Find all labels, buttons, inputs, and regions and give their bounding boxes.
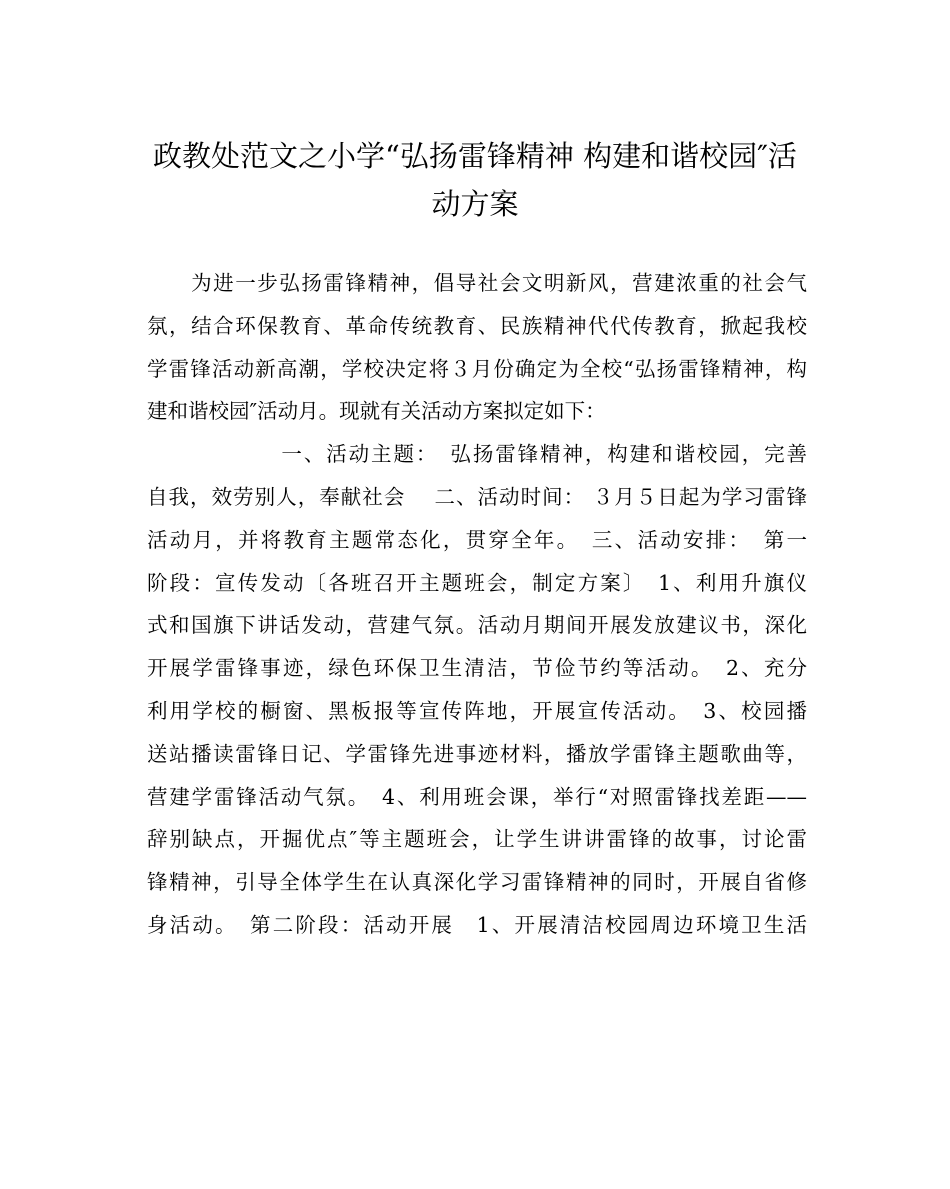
body-line: 活动月，并将教育主题常态化，贯穿全年。 三、活动安排： 第一 (147, 527, 807, 552)
document-title (0, 132, 950, 228)
body-line: 为进一步弘扬雷锋精神，倡导社会文明新风，营建浓重的社会气 (147, 271, 807, 295)
body-line: 学雷锋活动新高潮，学校决定将３月份确定为全校“弘扬雷锋精神，构 (147, 356, 807, 381)
body-line: 营建学雷锋活动气氛。 4、利用班会课，举行“对照雷锋找差距—— (147, 784, 807, 809)
title-line-1: 政教处范文之小学“弘扬雷锋精神 构建和谐校园″活 (153, 139, 797, 173)
body-line: 氛，结合环保教育、革命传统教育、民族精神代代传教育，掀起我校 (147, 313, 807, 338)
body-line: 建和谐校园″活动月。现就有关活动方案拟定如下： (147, 399, 606, 424)
body-line: 利用学校的橱窗、黑板报等宣传阵地，开展宣传活动。 3、校园播 (147, 698, 807, 723)
body-line: 式和国旗下讲话发动，营建气氛。活动月期间开展发放建议书，深化 (147, 613, 807, 638)
body-line: 辞别缺点，开掘优点″等主题班会，让学生讲讲雷锋的故事，讨论雷 (147, 827, 807, 852)
body-line: 开展学雷锋事迹，绿色环保卫生清洁，节俭节约等活动。 2、充分 (147, 656, 807, 681)
title-line-2: 动方案 (431, 187, 519, 221)
body-line: 一、活动主题： 弘扬雷锋精神，构建和谐校园，完善 (147, 442, 807, 467)
body-line: 锋精神，引导全体学生在认真深化学习雷锋精神的同时，开展自省修 (147, 870, 807, 895)
body-line: 自我，效劳别人，奉献社会 二、活动时间： ３月５日起为学习雷锋 (147, 484, 807, 509)
body-line: 身活动。 第二阶段：活动开展 1、开展清洁校园周边环境卫生活 (147, 912, 807, 937)
body-line: 阶段：宣传发动〔各班召开主题班会，制定方案〕 1、利用升旗仪 (147, 570, 807, 595)
body-line: 送站播读雷锋日记、学雷锋先进事迹材料，播放学雷锋主题歌曲等， (147, 741, 807, 766)
document-body (147, 262, 807, 947)
